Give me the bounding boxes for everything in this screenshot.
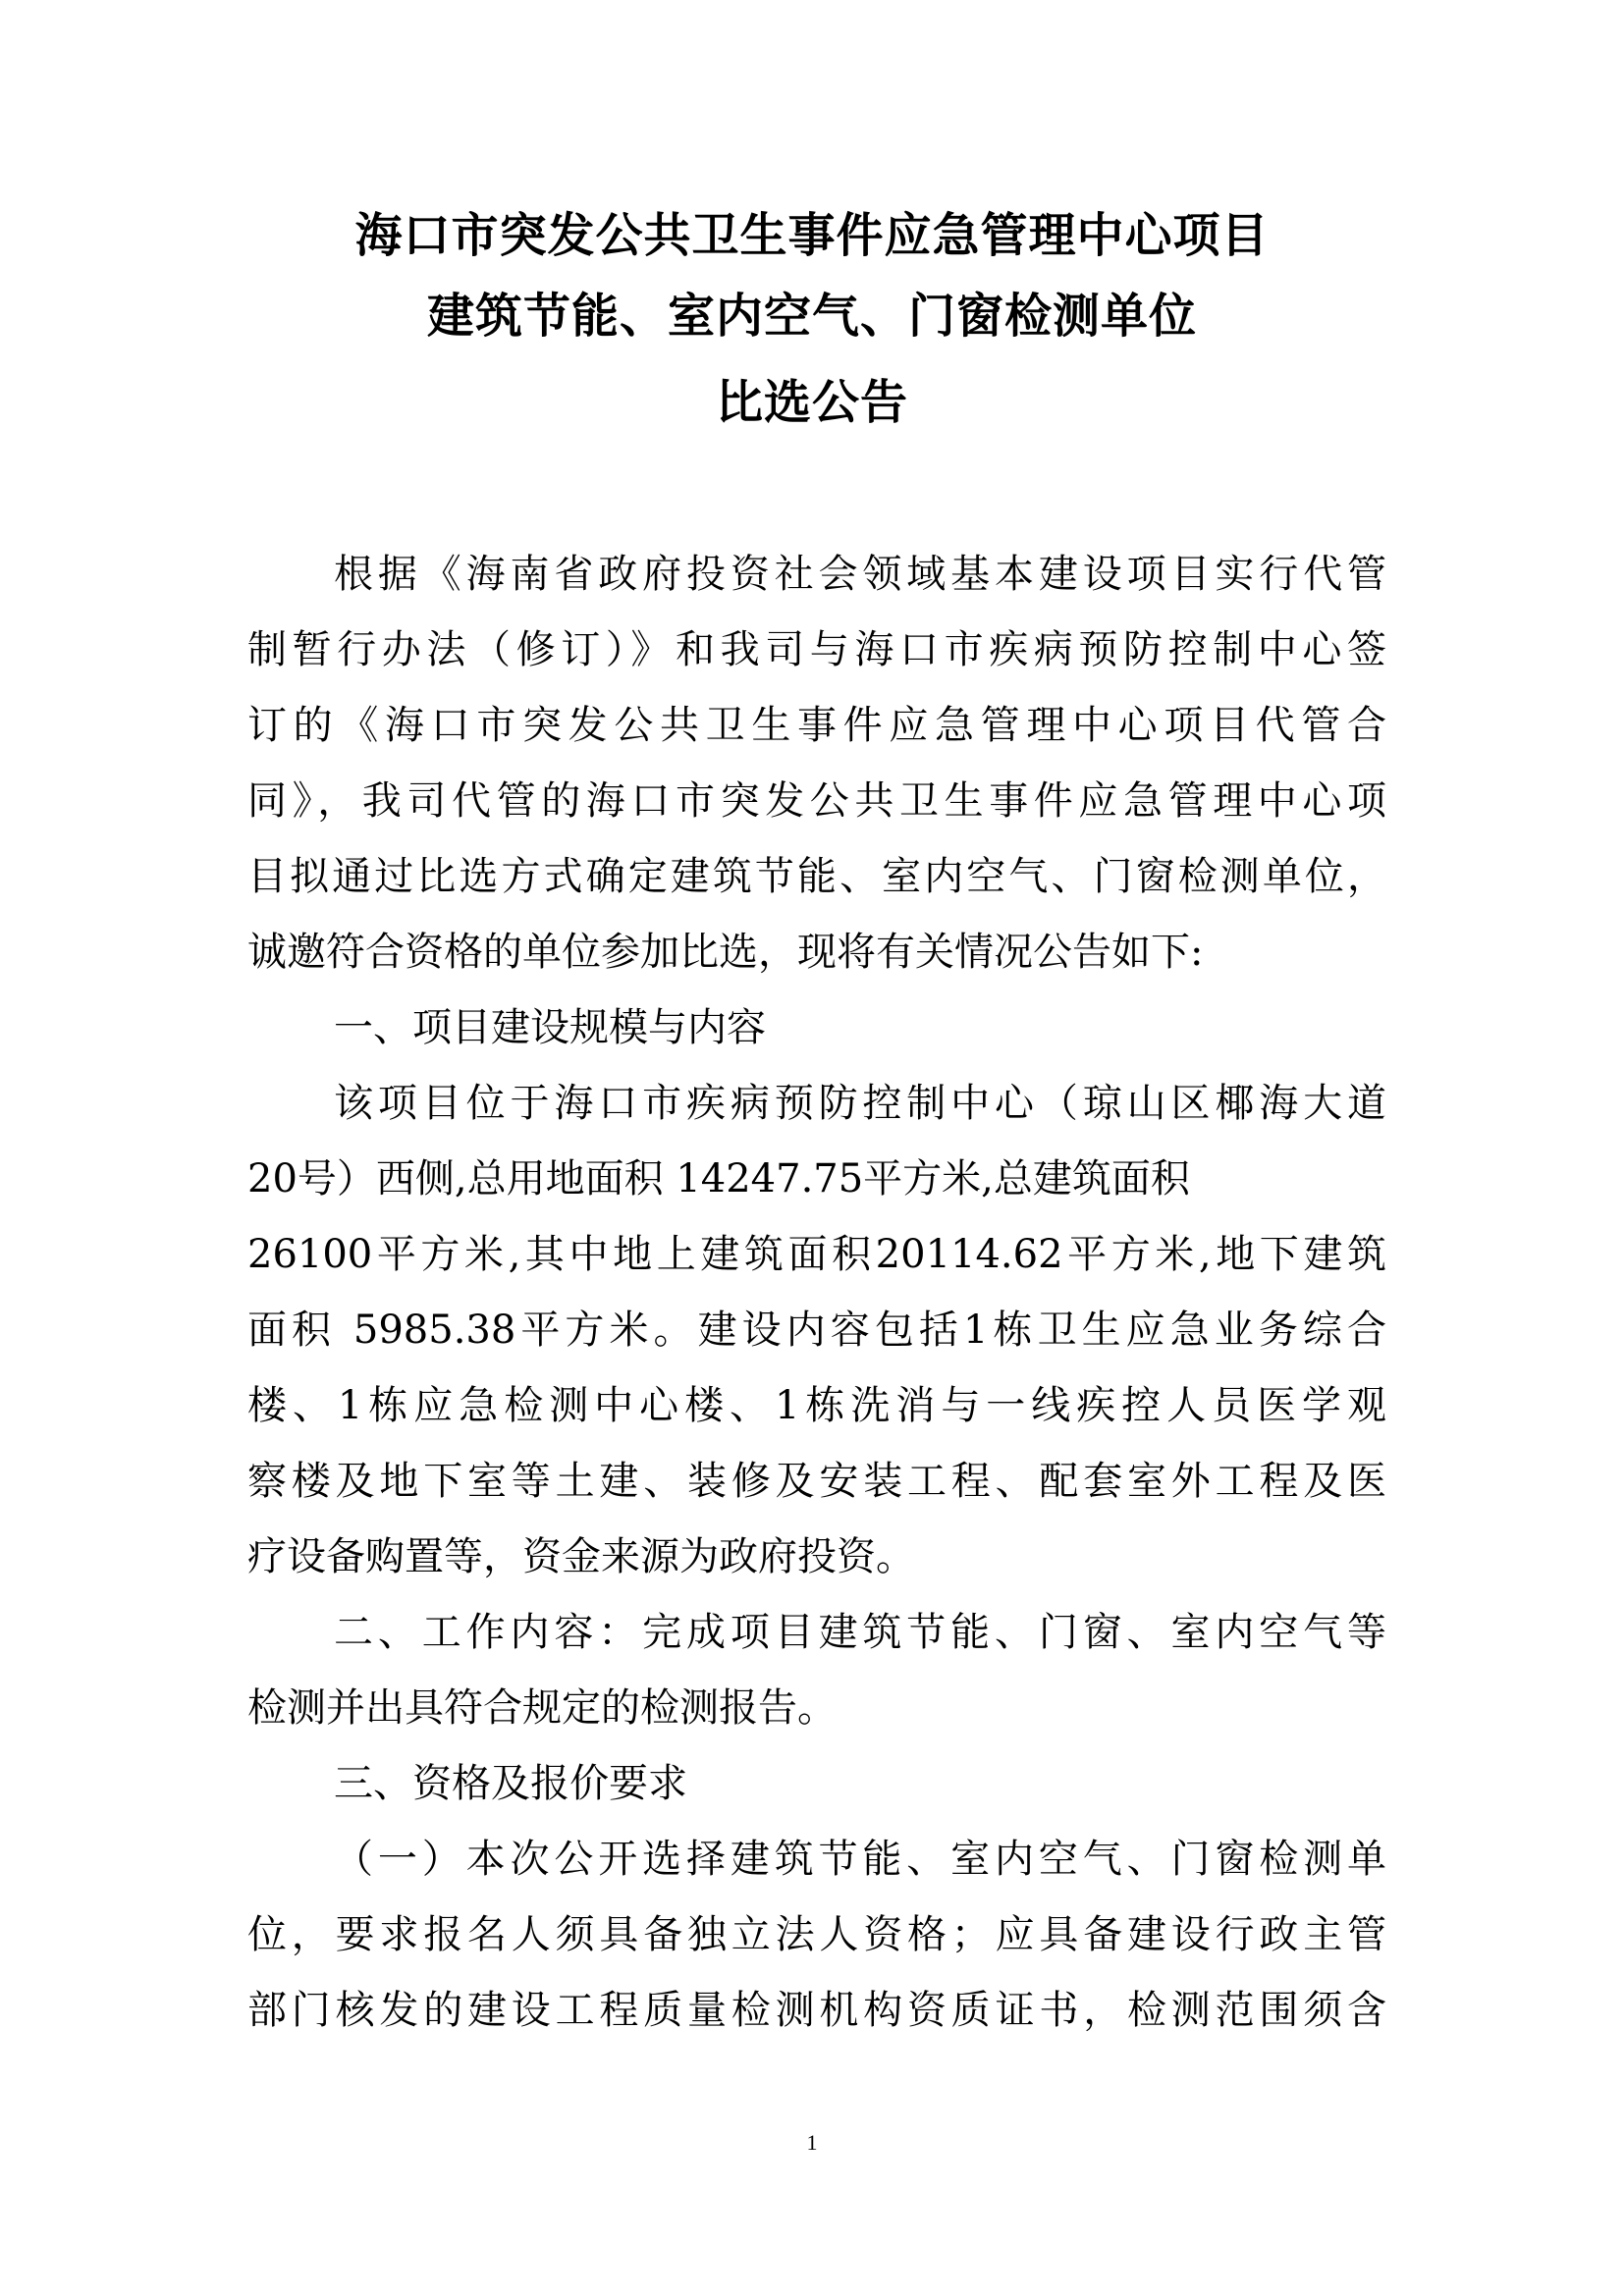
section-heading-3: 三、资格及报价要求 (334, 1761, 687, 1806)
body-line: 楼、1栋应急检测中心楼、1栋洗消与一线疾控人员医学观 (247, 1383, 1386, 1428)
body-line: 同》，我司代管的海口市突发公共卫生事件应急管理中心项 (247, 778, 1386, 824)
title-line-1: 海口市突发公共卫生事件应急管理中心项目 (354, 208, 1270, 263)
body-line: 该项目位于海口市疾病预防控制中心（琼山区椰海大道 (334, 1081, 1386, 1126)
section-heading-2: 二、工作内容：完成项目建筑节能、门窗、室内空气等 (334, 1610, 1386, 1655)
body-line: 诚邀符合资格的单位参加比选，现将有关情况公告如下: (247, 930, 1204, 975)
body-line: 订的《海口市突发公共卫生事件应急管理中心项目代管合 (247, 703, 1386, 748)
body-line: 位，要求报名人须具备独立法人资格；应具备建设行政主管 (247, 1912, 1386, 1957)
body-line: 制暂行办法（修订）》和我司与海口市疾病预防控制中心签 (247, 627, 1386, 672)
body-line: 目拟通过比选方式确定建筑节能、室内空气、门窗检测单位， (247, 854, 1386, 899)
body-line: 部门核发的建设工程质量检测机构资质证书，检测范围须含 (247, 1988, 1386, 2033)
subsection-1: （一）本次公开选择建筑节能、室内空气、门窗检测单 (334, 1837, 1386, 1882)
body-line: 察楼及地下室等土建、装修及安装工程、配套室外工程及医 (247, 1459, 1386, 1504)
body-line: 检测并出具符合规定的检测报告。 (247, 1685, 837, 1731)
title-line-3: 比选公告 (715, 375, 908, 430)
title-line-2: 建筑节能、室内空气、门窗检测单位 (426, 289, 1197, 344)
body-line: 20号）西侧,总用地面积 14247.75平方米,总建筑面积 (247, 1156, 1190, 1201)
body-line: 疗设备购置等，资金来源为政府投资。 (247, 1534, 915, 1579)
page-number: 1 (806, 2130, 818, 2155)
body-line: 26100平方米,其中地上建筑面积20114.62平方米,地下建筑 (247, 1232, 1386, 1277)
body-line: 根据《海南省政府投资社会领域基本建设项目实行代管 (334, 552, 1386, 597)
section-heading-1: 一、项目建设规模与内容 (334, 1005, 766, 1050)
body-line: 面积 5985.38平方米。建设内容包括1栋卫生应急业务综合 (247, 1308, 1386, 1353)
